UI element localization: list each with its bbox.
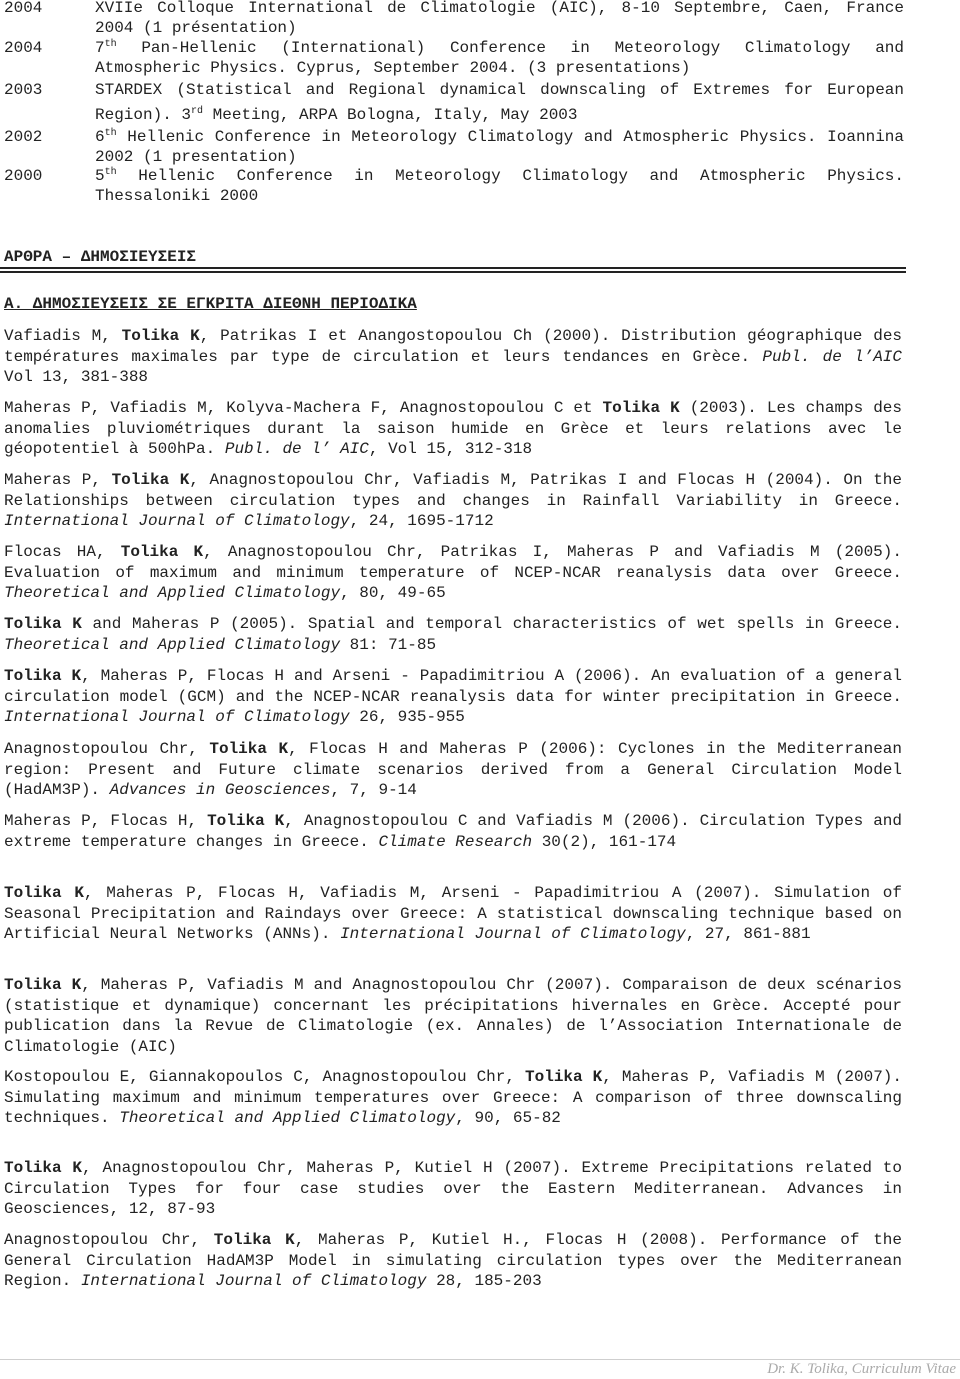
text-run: , 27, 861-881 (685, 925, 811, 943)
publication-entry (4, 398, 902, 460)
footer-label: Dr. K. Tolika, Curriculum Vitae (767, 1361, 956, 1377)
text-run: , 90, 65-82 (455, 1109, 561, 1127)
text-run: 5 (95, 167, 105, 185)
conference-year: 2002 (4, 128, 43, 146)
text-run: Anagnostopoulou Chr, (4, 740, 210, 758)
journal-name: Theoretical and Applied Climatology (4, 584, 341, 602)
text-run: , Anagnostopoulou Chr, Vafiadis M, Patrikas I and Flocas H (2004). On the Relationships between circulation types and changes in Rainfall Variability in Greece. (4, 471, 903, 510)
conference-entry (4, 38, 904, 78)
text-run: Flocas HA, (4, 543, 121, 561)
text-run: Meeting, ARPA Bologna, Italy, May 2003 (203, 106, 578, 124)
publication-entry (4, 811, 902, 852)
publication-entry (4, 883, 902, 945)
conference-entry (4, 0, 904, 38)
journal-name: International Journal of Climatology (80, 1272, 427, 1290)
text-run: , Maheras P, Vafiadis M (2007). Simulating maximum and minimum temperatures over Greece: A comparison of three downscaling techniques. (4, 1068, 903, 1127)
journal-name: International Journal of Climatology (4, 708, 350, 726)
section-title-underline (0, 267, 906, 275)
text-run: 6 (95, 128, 105, 146)
text-run: , Anagnostopoulou Chr, Maheras P, Kutiel H (2007). Extreme Precipitations related to Circulation Types for four case studies over the Eastern Mediterranean. Advances in Geosciences, 12, 87-93 (4, 1159, 903, 1218)
text-run: (2003). Les champs des anomalies pluviométriques durant la saison humide en Grèce et leurs relations avec le géopotentiel à 500hPa. (4, 399, 903, 458)
journal-name: Theoretical and Applied Climatology (119, 1109, 456, 1127)
conference-text (95, 0, 904, 38)
text-run: 28, 185-203 (426, 1272, 542, 1290)
author-highlight: Tolika K (525, 1068, 603, 1086)
journal-name: Publ. de l’ AIC (224, 440, 369, 458)
text-run: , 80, 49-65 (340, 584, 446, 602)
ordinal-suffix: th (104, 167, 117, 178)
author-highlight: Tolika K (602, 399, 680, 417)
section-title: ΑΡΘΡΑ – ΔΗΜΟΣΙΕΥΣΕΙΣ (4, 248, 197, 266)
publication-entry (4, 326, 902, 388)
text-run: , Maheras P, Flocas H, Vafiadis M, Arseni - Papadimitriou A (2007). Simulation of Seasonal Precipitation and Raindays over Greece: A statistical downscaling technique based on Artificial Neural Networks (ANNs). (4, 884, 902, 943)
ordinal-suffix: rd (191, 106, 204, 117)
journal-name: International Journal of Climatology (340, 925, 686, 943)
text-run: Hellenic Conference in Meteorology Climatology and Atmospheric Physics. Ioannina 2002 (1 presentation) (95, 128, 904, 166)
text-run: XVIIe Colloque International de Climatologie (AIC), 8-10 Septembre, Caen, France 2004 (1 présentation) (95, 0, 904, 37)
conference-entry (4, 166, 904, 206)
journal-name: Advances in Geosciences (109, 781, 331, 799)
journal-name: International Journal of Climatology (4, 512, 350, 530)
publication-entry (4, 542, 902, 604)
text-run: Kostopoulou E, Giannakopoulos C, Anagnostopoulou Chr, (4, 1068, 526, 1086)
conference-text (95, 127, 904, 167)
author-highlight: Tolika K (209, 740, 289, 758)
journal-name: Publ. de l’AIC (762, 347, 903, 366)
text-run: Vol 13, 381-388 (4, 368, 149, 386)
publication-entry (4, 666, 902, 728)
publication-entry (4, 739, 902, 801)
conference-year: 2004 (4, 0, 43, 17)
text-run: STARDEX (Statistical and Regional dynamical downscaling of Extremes for European Region). 3 (95, 81, 904, 124)
text-run: , Maheras P, Flocas H and Arseni - Papadimitriou A (2006). An evaluation of a general circulation model (GCM) and the NCEP-NCAR reanalysis data for winter precipitation in Greece. (4, 667, 903, 706)
author-highlight: Tolika K (4, 884, 84, 902)
conference-text (95, 38, 904, 78)
text-run: Maheras P, Flocas H, (4, 812, 208, 830)
author-highlight: Tolika K (207, 812, 285, 830)
author-highlight: Tolika K (4, 615, 82, 633)
conference-entry (4, 78, 904, 128)
text-run: Hellenic Conference in Meteorology Climatology and Atmospheric Physics. Thessaloniki 2000 (95, 167, 904, 205)
author-highlight: Tolika K (121, 327, 200, 345)
text-run: 7 (95, 39, 105, 57)
text-run: , 7, 9-14 (330, 781, 417, 799)
text-run: , Anagnostopoulou C and Vafiadis M (2006). Circulation Types and extreme temperature changes in Greece. (4, 812, 903, 851)
author-highlight: Tolika K (120, 543, 204, 561)
text-run: , Patrikas I et Anangostopoulou Ch (2000). Distribution géographique des températures maximales par type de circulation et leurs tendances en Grèce. (4, 327, 903, 366)
text-run: Vafiadis M, (4, 327, 122, 345)
author-highlight: Tolika K (4, 667, 82, 685)
text-run: and Maheras P (2005). Spatial and temporal characteristics of wet spells in Greece. (81, 615, 902, 633)
text-run: Anagnostopoulou Chr, (4, 1231, 214, 1249)
publication-entry (4, 975, 902, 1057)
publication-entry (4, 1230, 902, 1292)
conference-year: 2004 (4, 39, 43, 57)
author-highlight: Tolika K (213, 1231, 295, 1249)
author-highlight: Tolika K (4, 976, 82, 994)
author-highlight: Tolika K (4, 1159, 83, 1177)
journal-name: Climate Research (378, 832, 533, 851)
conference-year: 2000 (4, 167, 43, 185)
text-run: Pan-Hellenic (International) Conference in Meteorology Climatology and Atmospheric Physics. Cyprus, September 2004. (3 presentations) (95, 39, 904, 77)
text-run: , 24, 1695-1712 (349, 512, 494, 530)
text-run: , Flocas H and Maheras P (2006): Cyclones in the Mediterranean region: Present and Future climate scenarios derived from a General Circulation Model (HadAM3P). (4, 740, 903, 799)
text-run: Maheras P, (4, 471, 112, 489)
ordinal-suffix: th (104, 39, 117, 50)
text-run: , Anagnostopoulou Chr, Patrikas I, Maheras P and Vafiadis M (2005). Evaluation of maximum and minimum temperature of NCEP-NCAR reanalysis data over Greece. (4, 543, 902, 582)
publication-entry (4, 1158, 902, 1220)
author-highlight: Tolika K (111, 471, 190, 489)
publication-entry (4, 614, 902, 655)
conference-text (95, 166, 904, 206)
text-run: , Maheras P, Vafiadis M and Anagnostopoulou Chr (2007). Comparaison de deux scénarios (statistique et dynamique) concernant les précipitations hivernales en Grèce. Accepté pour publication dans la Revue de Climatologie (ex. Annales) de l’Association Internationale de Climatologie (AIC) (4, 976, 902, 1056)
publication-entry (4, 470, 902, 532)
text-run: 30(2), 161-174 (532, 832, 677, 851)
ordinal-suffix: th (104, 128, 117, 139)
text-run: , Maheras P, Kutiel H., Flocas H (2008). Performance of the General Circulation HadAM3P Model in simulating circulation types over the Mediterranean Region. (4, 1231, 903, 1290)
journal-name: Theoretical and Applied Climatology (4, 635, 341, 654)
conference-year: 2003 (4, 81, 43, 99)
text-run: 26, 935-955 (349, 708, 465, 726)
conference-entry (4, 127, 904, 167)
text-run: 81: 71-85 (340, 635, 437, 654)
publication-entry (4, 1067, 902, 1129)
subsection-title: Α. ΔΗΜΟΣΙΕΥΣΕΙΣ ΣΕ ΕΓΚΡΙΤΑ ΔΙΕΘΝΗ ΠΕΡΙΟΔΙΚΑ (4, 295, 417, 313)
text-run: , Vol 15, 312-318 (368, 440, 533, 458)
text-run: Maheras P, Vafiadis M, Kolyva-Machera F, Anagnostopoulou C et (4, 399, 603, 417)
conference-text (95, 78, 904, 128)
